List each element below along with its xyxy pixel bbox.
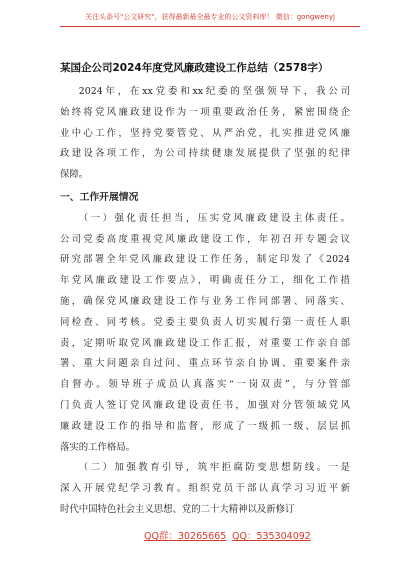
document-body xyxy=(60,82,350,521)
paragraph-line: 署、重大问题亲自过问、重点环节亲自协调、重要案件亲 xyxy=(60,358,350,370)
paragraph-line: 时代中国特色社会主义思想、党的二十大精神以及新修订 xyxy=(60,503,295,515)
paragraph-line: 责，定期听取党风廉政建设工作汇报，对重要工作亲自部 xyxy=(60,337,350,349)
paragraph-line: 政建设各项工作，为公司持续健康发展提供了坚强的纪律 xyxy=(60,148,350,160)
paragraph-line: 2024年，在xx党委和xx纪委的坚强领导下，我公司 xyxy=(78,86,350,97)
paragraph-line: 同检查、同考核。党委主要负责人切实履行第一责任人职 xyxy=(60,316,350,328)
paragraph-line: 年党风廉政建设工作要点》，明确责任分工，细化工作措 xyxy=(60,275,350,287)
paragraph-line: （一）强化责任担当，压实党风廉政建设主体责任。 xyxy=(78,212,350,224)
paragraph-line: 业中心工作，坚持党要管党、从严治党，扎实推进党风廉 xyxy=(60,127,350,139)
promo-header: 关注头条号"公文研究"，获得最新最全最专业的公文资料库！ 微信：gongwenyj xyxy=(60,12,360,27)
paragraph-line: 研究部署全年党风廉政建设工作任务，制定印发了《2024 xyxy=(60,254,350,266)
paragraph-line: 保障。 xyxy=(60,169,89,181)
paragraph-line: 廉政建设工作的指导和监督，形成了一级抓一级、层层抓 xyxy=(60,420,350,432)
paragraph-line: 深入开展党纪学习教育。组织党员干部认真学习习近平新 xyxy=(60,483,350,495)
qq-contact-link[interactable]: QQ：535304092 xyxy=(232,531,311,542)
paragraph-line: 公司党委高度重视党风廉政建设工作，年初召开专题会议 xyxy=(60,233,350,245)
paragraph-line: 落实的工作格局。 xyxy=(60,441,136,453)
paragraph-line: 自督办。领导班子成员认真落实“一岗双责”，与分管部 xyxy=(60,379,350,391)
section-heading: 一、工作开展情况 xyxy=(60,191,139,203)
document-title: 某国企公司2024年度党风廉政建设工作总结（2578字） xyxy=(60,62,329,74)
qq-group-link[interactable]: QQ群：30265665 xyxy=(144,531,227,542)
paragraph-line: 施，确保党风廉政建设工作与业务工作同部署、同落实、 xyxy=(60,295,350,307)
paragraph-line: （二）加强教育引导，筑牢拒腐防变思想防线。一是 xyxy=(78,462,350,474)
paragraph-line: 始终将党风廉政建设作为一项重要政治任务，紧密围绕企 xyxy=(60,106,350,118)
paragraph-line: 门负责人签订党风廉政建设责任书，加强对分管领域党风 xyxy=(60,399,350,411)
